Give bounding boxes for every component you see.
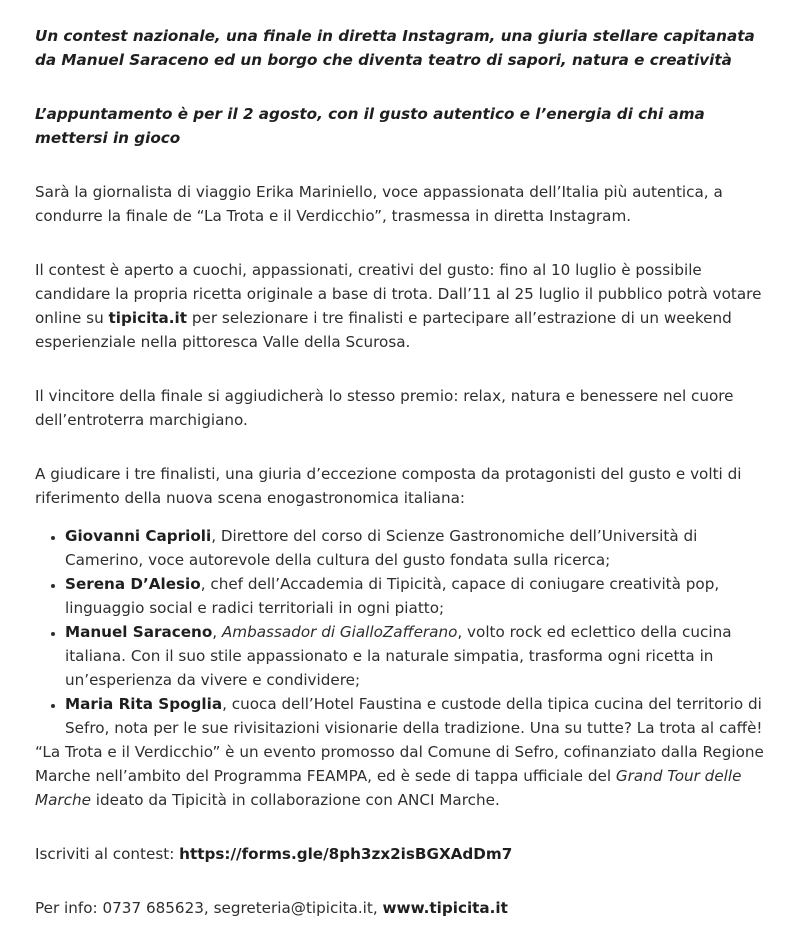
jury-list <box>35 524 780 740</box>
website-link[interactable]: www.tipicita.it <box>382 899 508 917</box>
jury-member-name: Serena D’Alesio <box>65 575 201 593</box>
signup-label: Iscriviti al contest: <box>35 845 180 863</box>
paragraph-host: Sarà la giornalista di viaggio Erika Mariniello, voce appassionata dell’Italia più autentica, a condurre la finale de “La Trota e il Verdicchio”, trasmessa in diretta Instagram. <box>35 183 723 225</box>
jury-member-role: Ambassador di GialloZafferano <box>221 623 458 641</box>
paragraph-promoted-text-b: ideato da Tipicità in collaborazione con ANCI Marche. <box>90 791 500 809</box>
tipicita-link[interactable]: tipicita.it <box>108 309 188 327</box>
paragraph-promoted-text-a: “La Trota e il Verdicchio” è un evento promosso dal Comune di Sefro, cofinanziato dalla Regione Marche nell’ambito del Programma FEAMPA, ed è sede di tappa ufficiale del <box>35 743 764 785</box>
paragraph-signup <box>35 842 780 866</box>
jury-member <box>65 524 780 572</box>
jury-member-separator: , <box>212 623 222 641</box>
paragraph-info <box>35 896 780 920</box>
jury-member <box>65 620 780 692</box>
jury-member <box>65 572 780 620</box>
signup-link[interactable]: https://forms.gle/8ph3zx2isBGXAdDm7 <box>179 845 513 863</box>
paragraph-jury-intro: A giudicare i tre finalisti, una giuria d’eccezione composta da protagonisti del gusto e volti di riferimento della nuova scena enogastronomica italiana: <box>35 465 742 507</box>
article-subheadline: L’appuntamento è per il 2 agosto, con il gusto autentico e l’energia di chi ama mettersi in gioco <box>35 105 705 147</box>
jury-member-description: , Direttore del corso di Scienze Gastronomiche dell’Università di Camerino, voce autorevole della cultura del gusto fondata sulla ricerca; <box>65 527 698 569</box>
paragraph-contest-text-a: Il contest è aperto a cuochi, appassionati, creativi del gusto: fino al 10 luglio è possibile candidare la propria ricetta originale a base di trota. Dall’11 al 25 luglio il pubblico potrà votare online su <box>35 261 762 327</box>
jury-member-name: Giovanni Caprioli <box>65 527 212 545</box>
paragraph-contest <box>35 258 780 354</box>
jury-member-description: , cuoca dell’Hotel Faustina e custode della tipica cucina del territorio di Sefro, nota per le sue rivisitazioni visionarie della tradizione. Una su tutte? La trota al caffè! <box>65 695 763 737</box>
jury-member <box>65 692 780 740</box>
jury-member-name: Maria Rita Spoglia <box>65 695 223 713</box>
grand-tour-title: Grand Tour delle Marche <box>35 767 742 809</box>
paragraph-contest-text-b: per selezionare i tre finalisti e partecipare all’estrazione di un weekend esperienziale nella pittoresca Valle della Scurosa. <box>35 309 732 351</box>
paragraph-winner: Il vincitore della finale si aggiudicherà lo stesso premio: relax, natura e benessere nel cuore dell’entroterra marchigiano. <box>35 387 734 429</box>
article-headline: Un contest nazionale, una finale in diretta Instagram, una giuria stellare capitanata da Manuel Saraceno ed un borgo che diventa teatro di sapori, natura e creatività <box>35 27 755 69</box>
info-label: Per info: 0737 685623, segreteria@tipicita.it, <box>35 899 383 917</box>
jury-member-name: Manuel Saraceno <box>65 623 213 641</box>
paragraph-promoted <box>35 740 780 812</box>
jury-member-description: , volto rock ed eclettico della cucina italiana. Con il suo stile appassionato e la naturale simpatia, trasforma ogni ricetta in un’esperienza da vivere e condividere; <box>65 623 732 689</box>
article-body <box>35 24 780 950</box>
jury-member-description: , chef dell’Accademia di Tipicità, capace di coniugare creatività pop, linguaggio social e radici territoriali in ogni piatto; <box>65 575 720 617</box>
